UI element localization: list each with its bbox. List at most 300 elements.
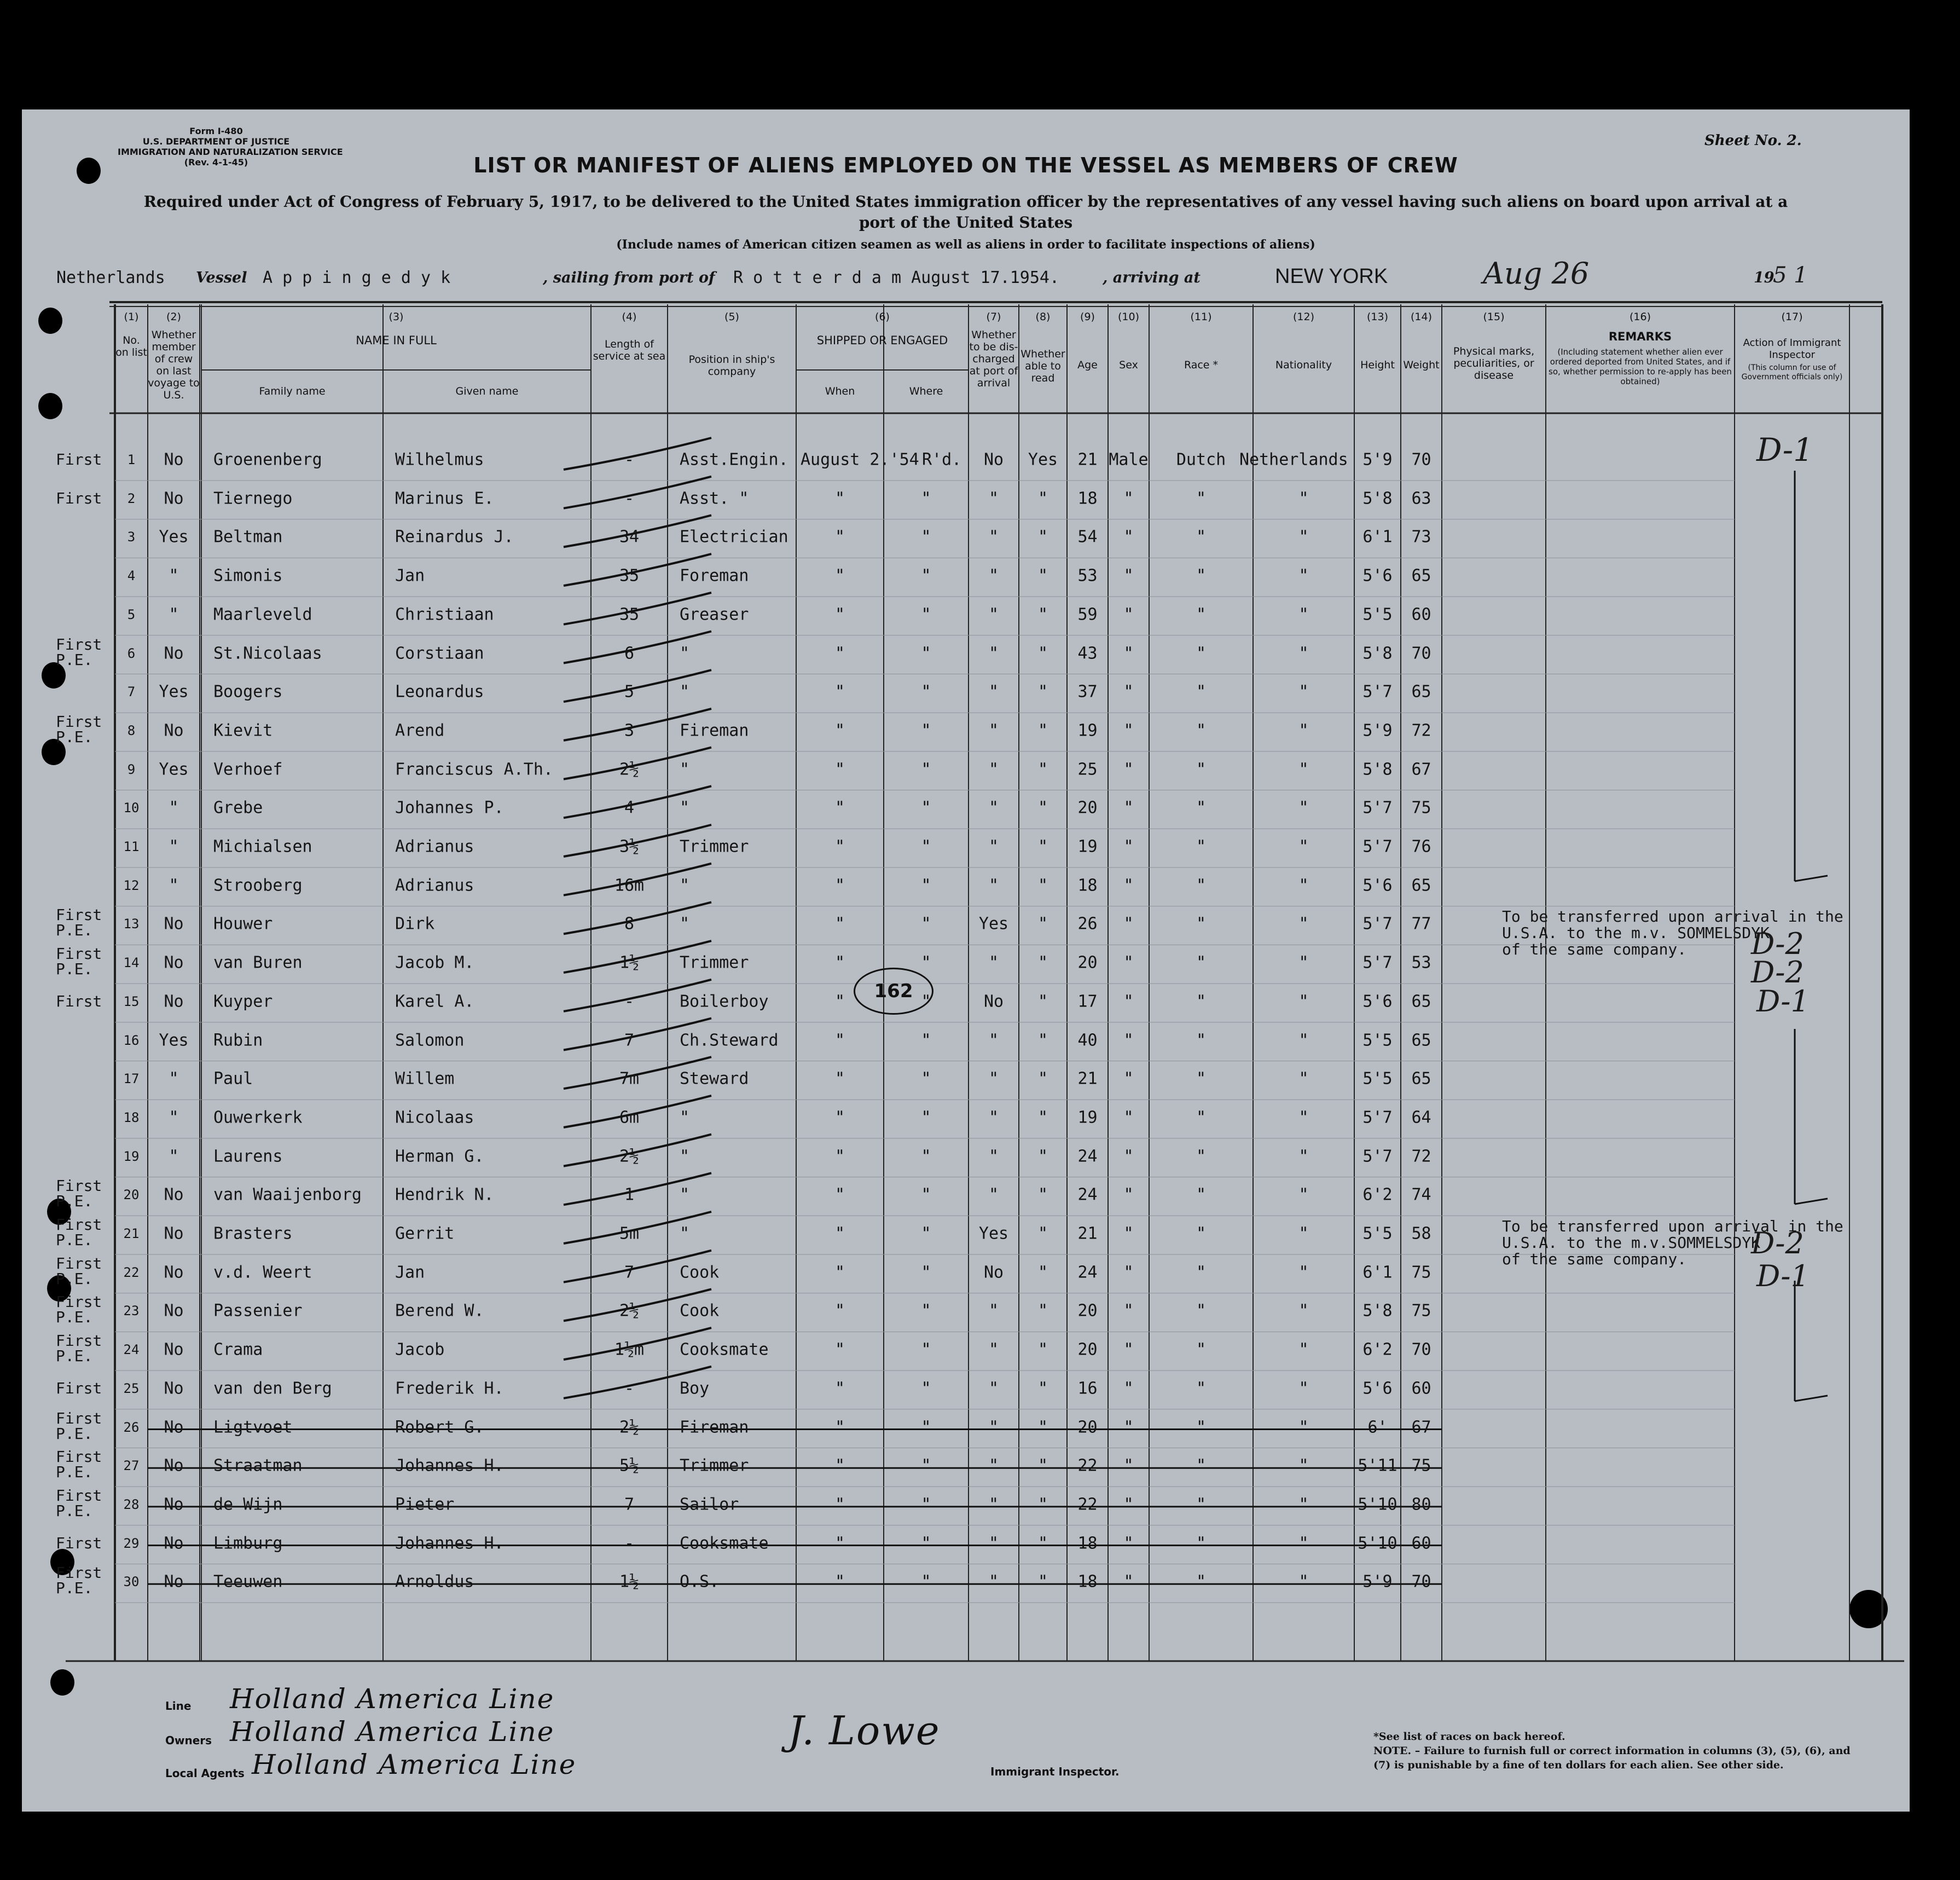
cell-height: 6'1	[1362, 527, 1393, 547]
cell-prev: No	[164, 914, 184, 934]
row-prefix: First P.E.	[56, 712, 102, 746]
cell-no: 14	[123, 955, 140, 971]
cell-service: 1½	[619, 1572, 640, 1592]
cell-nat: "	[1298, 1185, 1309, 1205]
cell-service: 5	[624, 682, 635, 702]
cell-family: Paul	[213, 1069, 253, 1089]
cell-prev: No	[164, 1224, 184, 1243]
cell-prev: No	[164, 1185, 184, 1205]
cell-service: 7	[624, 1495, 635, 1514]
arriving-label: , arriving at	[1103, 269, 1201, 286]
cell-nat: "	[1298, 1572, 1309, 1592]
footer-note-penalty: NOTE. – Failure to furnish full or correct information in columns (3), (5), (6), and (7) is punishable by a fine of ten dollars for each alien. See other side.	[1373, 1745, 1851, 1771]
cell-race: "	[1196, 566, 1207, 586]
cell-weight: 60	[1411, 1534, 1431, 1553]
cell-when: "	[834, 1340, 845, 1360]
row-prefix: First P.E.	[56, 945, 102, 979]
cell-when: "	[834, 489, 845, 508]
cell-prev: Yes	[159, 760, 189, 779]
cell-when: "	[834, 1534, 845, 1553]
cell-where: "	[921, 1456, 931, 1476]
header-c14: (14)	[1410, 311, 1432, 323]
cell-height: 5'8	[1362, 1301, 1393, 1321]
cell-service: 8	[624, 914, 635, 934]
cell-nat: "	[1298, 1534, 1309, 1553]
cell-when: "	[834, 837, 845, 857]
row-prefix: First P.E.	[56, 1564, 102, 1598]
cell-where: "	[921, 1301, 931, 1321]
footer-note-races: *See list of races on back hereof.	[1373, 1731, 1565, 1743]
form-service: IMMIGRATION AND NATURALIZATION SERVICE	[118, 147, 343, 157]
cell-height: 5'8	[1362, 489, 1393, 508]
header-c17_text: Action of Immigrant Inspector	[1743, 337, 1841, 361]
port-value: R o t t e r d a m August 17.1954.	[733, 268, 1060, 287]
cell-prev: Yes	[159, 682, 189, 702]
cell-prev: No	[164, 1572, 184, 1592]
page-subtitle: Required under Act of Congress of February 5, 1917, to be delivered to the United States immigration officer by the representatives of any vessel having such aliens on board upon arrival at a port of the United States	[143, 193, 1788, 232]
cell-where: "	[921, 1534, 931, 1553]
cell-age: 24	[1077, 1263, 1098, 1282]
arrival-date-handwritten: Aug 26	[1483, 256, 1590, 291]
cell-given: Jan	[395, 1263, 425, 1282]
cell-read: "	[1037, 1069, 1048, 1089]
cell-service: 34	[619, 527, 640, 547]
cell-disch: "	[988, 1108, 999, 1127]
cell-service: 2½	[619, 1301, 640, 1321]
cell-when: "	[834, 992, 845, 1011]
cell-position: Trimmer	[680, 837, 749, 857]
cell-age: 18	[1077, 876, 1098, 895]
cell-weight: 58	[1411, 1224, 1431, 1243]
cell-age: 16	[1077, 1379, 1098, 1398]
header-c9_text: Age	[1077, 359, 1098, 371]
cell-position: "	[680, 798, 690, 818]
cell-when: "	[834, 721, 845, 741]
sheet-number-value: 2.	[1787, 132, 1802, 149]
cell-age: 18	[1077, 1534, 1098, 1553]
cell-nat: "	[1298, 914, 1309, 934]
cell-weight: 70	[1411, 1572, 1431, 1592]
cell-age: 53	[1077, 566, 1098, 586]
cell-read: "	[1037, 644, 1048, 663]
cell-height: 6'2	[1362, 1340, 1393, 1360]
cell-nat: "	[1298, 644, 1309, 663]
cell-position: "	[680, 1108, 690, 1127]
cell-weight: 60	[1411, 1379, 1431, 1398]
cell-where: "	[921, 1572, 931, 1592]
cell-no: 30	[123, 1574, 140, 1590]
cell-when: "	[834, 1031, 845, 1050]
header-c16_text: REMARKS	[1608, 330, 1672, 343]
cell-prev: No	[164, 1418, 184, 1437]
cell-race: "	[1196, 1572, 1207, 1592]
cell-read: "	[1037, 1263, 1048, 1282]
header-c4: (4)	[622, 311, 637, 323]
cell-no: 10	[123, 800, 140, 816]
cell-weight: 72	[1411, 1147, 1431, 1166]
cell-weight: 65	[1411, 992, 1431, 1011]
cell-when: "	[834, 914, 845, 934]
cell-disch: "	[988, 953, 999, 973]
cell-sex: "	[1123, 566, 1134, 586]
cell-prev: No	[164, 1340, 184, 1360]
cell-no: 22	[123, 1264, 140, 1280]
cell-read: "	[1037, 682, 1048, 702]
header-c6_when: When	[825, 385, 855, 397]
form-revision: (Rev. 4-1-45)	[184, 157, 248, 167]
cell-where: "	[921, 1185, 931, 1205]
cell-sex: "	[1123, 1418, 1134, 1437]
cell-family: Houwer	[213, 914, 273, 934]
cell-when: "	[834, 1263, 845, 1282]
cell-age: 22	[1077, 1456, 1098, 1476]
footer-agents-signature: Holland America Line	[252, 1749, 577, 1780]
cell-read: "	[1037, 1418, 1048, 1437]
cell-given: Reinardus J.	[395, 527, 514, 547]
cell-age: 21	[1077, 1069, 1098, 1089]
cell-race: "	[1196, 1495, 1207, 1514]
cell-age: 20	[1077, 1301, 1098, 1321]
cell-position: "	[680, 876, 690, 895]
cell-where: "	[921, 644, 931, 663]
header-c16: (16)	[1629, 311, 1651, 323]
cell-height: 5'9	[1362, 721, 1393, 741]
cell-no: 24	[123, 1342, 140, 1358]
row-prefix: First P.E.	[56, 1448, 102, 1482]
cell-nat: "	[1298, 1263, 1309, 1282]
cell-no: 11	[123, 839, 140, 854]
cell-position: Cooksmate	[680, 1534, 769, 1553]
cell-service: 5m	[619, 1224, 640, 1243]
cell-prev: "	[169, 837, 179, 857]
header-c10: (10)	[1117, 311, 1139, 323]
cell-nat: "	[1298, 1379, 1309, 1398]
cell-height: 5'7	[1362, 1147, 1393, 1166]
cell-when: "	[834, 953, 845, 973]
cell-position: Ch.Steward	[680, 1031, 779, 1050]
cell-position: Steward	[680, 1069, 749, 1089]
cell-weight: 75	[1411, 798, 1431, 818]
cell-age: 20	[1077, 953, 1098, 973]
cell-disch: "	[988, 1185, 999, 1205]
cell-height: 5'10	[1358, 1495, 1397, 1514]
cell-when: "	[834, 605, 845, 624]
cell-sex: "	[1123, 953, 1134, 973]
cell-no: 16	[123, 1032, 140, 1048]
cell-position: Cook	[680, 1301, 720, 1321]
cell-height: 5'7	[1362, 914, 1393, 934]
cell-where: "	[921, 914, 931, 934]
cell-when: "	[834, 1379, 845, 1398]
cell-no: 26	[123, 1419, 140, 1435]
cell-given: Wilhelmus	[395, 450, 484, 470]
cell-race: "	[1196, 876, 1207, 895]
cell-where: "	[921, 1495, 931, 1514]
cell-read: "	[1037, 1340, 1048, 1360]
cell-nat: Netherlands	[1239, 450, 1348, 470]
cell-nat: "	[1298, 760, 1309, 779]
cell-age: 19	[1077, 721, 1098, 741]
cell-race: "	[1196, 953, 1207, 973]
cell-sex: "	[1123, 1108, 1134, 1127]
cell-height: 5'9	[1362, 1572, 1393, 1592]
cell-where: "	[921, 527, 931, 547]
cell-no: 15	[123, 993, 140, 1009]
cell-family: Passenier	[213, 1301, 303, 1321]
cell-position: "	[680, 760, 690, 779]
cell-service: -	[624, 1534, 635, 1553]
cell-age: 17	[1077, 992, 1098, 1011]
cell-race: "	[1196, 1456, 1207, 1476]
cell-sex: "	[1123, 1069, 1134, 1089]
cell-sex: "	[1123, 1185, 1134, 1205]
cell-height: 5'9	[1362, 450, 1393, 470]
cell-service: 1½m	[614, 1340, 645, 1360]
cell-disch: "	[988, 1301, 999, 1321]
cell-disch: "	[988, 1379, 999, 1398]
cell-family: Ouwerkerk	[213, 1108, 303, 1127]
cell-disch: "	[988, 721, 999, 741]
cell-sex: "	[1123, 1379, 1134, 1398]
cell-when: August 2.'54	[801, 450, 919, 470]
cell-race: "	[1196, 644, 1207, 663]
cell-position: Cook	[680, 1263, 720, 1282]
cell-sex: "	[1123, 992, 1134, 1011]
cell-no: 21	[123, 1226, 140, 1241]
cell-read: "	[1037, 1534, 1048, 1553]
cell-family: Ligtvoet	[213, 1418, 293, 1437]
cell-sex: "	[1123, 1224, 1134, 1243]
cell-no: 25	[123, 1380, 140, 1396]
cell-service: 3	[624, 721, 635, 741]
cell-when: "	[834, 527, 845, 547]
cell-height: 5'10	[1358, 1534, 1397, 1553]
header-c11_text: Race *	[1184, 359, 1219, 371]
cell-height: 5'7	[1362, 837, 1393, 857]
cell-age: 37	[1077, 682, 1098, 702]
cell-given: Jacob M.	[395, 953, 474, 973]
row-prefix: First P.E.	[56, 1409, 102, 1443]
cell-prev: No	[164, 992, 184, 1011]
cell-sex: "	[1123, 876, 1134, 895]
cell-no: 12	[123, 877, 140, 893]
cell-service: 2½	[619, 760, 640, 779]
cell-prev: Yes	[159, 1031, 189, 1050]
cell-race: "	[1196, 1185, 1207, 1205]
cell-when: "	[834, 1301, 845, 1321]
cell-nat: "	[1298, 1147, 1309, 1166]
cell-prev: No	[164, 1301, 184, 1321]
cell-race: "	[1196, 1108, 1207, 1127]
cell-service: 2½	[619, 1418, 640, 1437]
cell-weight: 73	[1411, 527, 1431, 547]
cell-race: "	[1196, 1224, 1207, 1243]
cell-family: Crama	[213, 1340, 263, 1360]
cell-height: 5'5	[1362, 1031, 1393, 1050]
cell-disch: "	[988, 1495, 999, 1514]
cell-sex: "	[1123, 1495, 1134, 1514]
cell-read: "	[1037, 837, 1048, 857]
header-c13: (13)	[1366, 311, 1388, 323]
row-prefix: First P.E.	[56, 1254, 102, 1288]
cell-position: Fireman	[680, 1418, 749, 1437]
cell-race: "	[1196, 682, 1207, 702]
cell-age: 26	[1077, 914, 1098, 934]
header-c17_note: (This column for use of Government officials only)	[1741, 363, 1843, 381]
cell-disch: "	[988, 876, 999, 895]
cell-when: "	[834, 682, 845, 702]
cell-sex: "	[1123, 721, 1134, 741]
cell-disch: "	[988, 798, 999, 818]
cell-position: Cooksmate	[680, 1340, 769, 1360]
cell-read: "	[1037, 527, 1048, 547]
cell-prev: No	[164, 1379, 184, 1398]
cell-prev: No	[164, 1263, 184, 1282]
cell-prev: "	[169, 1069, 179, 1089]
header-c13_text: Height	[1360, 359, 1395, 371]
cell-position: Greaser	[680, 605, 749, 624]
cell-disch: "	[988, 682, 999, 702]
cell-given: Arnoldus	[395, 1572, 474, 1592]
cell-height: 5'8	[1362, 760, 1393, 779]
cell-position: "	[680, 1147, 690, 1166]
cell-family: Limburg	[213, 1534, 283, 1553]
cell-age: 40	[1077, 1031, 1098, 1050]
cell-disch: "	[988, 760, 999, 779]
cell-when: "	[834, 1224, 845, 1243]
cell-service: 4	[624, 798, 635, 818]
cell-weight: 80	[1411, 1495, 1431, 1514]
cell-height: 5'6	[1362, 876, 1393, 895]
cell-disch: "	[988, 1572, 999, 1592]
cell-no: 29	[123, 1535, 140, 1551]
cell-family: Teeuwen	[213, 1572, 283, 1592]
cell-family: Tiernego	[213, 489, 293, 508]
cell-no: 9	[127, 761, 136, 777]
header-c7: (7)	[986, 311, 1001, 323]
cell-prev: "	[169, 1108, 179, 1127]
cell-when: "	[834, 1147, 845, 1166]
header-c9: (9)	[1080, 311, 1095, 323]
cell-nat: "	[1298, 1069, 1309, 1089]
cell-race: "	[1196, 837, 1207, 857]
action-bracket	[1795, 876, 1828, 881]
cell-age: 22	[1077, 1495, 1098, 1514]
cell-no: 18	[123, 1109, 140, 1125]
row-prefix: First	[56, 1534, 102, 1552]
cell-position: Sailor	[680, 1495, 739, 1514]
count-stamp: 162	[854, 968, 933, 1015]
cell-position: Asst.Engin.	[680, 450, 788, 470]
cell-age: 18	[1077, 489, 1098, 508]
cell-given: Gerrit	[395, 1224, 455, 1243]
action-bracket	[1795, 1199, 1828, 1204]
cell-weight: 65	[1411, 876, 1431, 895]
inspector-label: Immigrant Inspector.	[990, 1765, 1120, 1778]
row-prefix: First	[56, 992, 102, 1010]
cell-family: Simonis	[213, 566, 283, 586]
cell-when: "	[834, 1572, 845, 1592]
cell-disch: No	[983, 992, 1004, 1011]
cell-read: "	[1037, 1572, 1048, 1592]
header-c3: (3)	[388, 311, 404, 323]
cell-read: "	[1037, 953, 1048, 973]
cell-age: 20	[1077, 1418, 1098, 1437]
cell-disch: "	[988, 1069, 999, 1089]
remark-line: of the same company.	[1502, 940, 1687, 959]
cell-read: "	[1037, 1301, 1048, 1321]
cell-disch: "	[988, 1534, 999, 1553]
cell-where: "	[921, 1069, 931, 1089]
cell-age: 20	[1077, 798, 1098, 818]
remark-line: To be transferred upon arrival in the	[1502, 907, 1843, 926]
header-c14_text: Weight	[1403, 359, 1440, 371]
cell-sex: Male	[1109, 450, 1149, 470]
page-subnote: (Include names of American citizen seamen as well as aliens in order to facilitate inspections of aliens)	[616, 238, 1315, 252]
cell-no: 7	[127, 684, 136, 700]
cell-weight: 60	[1411, 605, 1431, 624]
cell-when: "	[834, 1069, 845, 1089]
cell-given: Herman G.	[395, 1147, 484, 1166]
cell-height: 5'7	[1362, 1108, 1393, 1127]
cell-given: Adrianus	[395, 876, 474, 895]
cell-service: 35	[619, 566, 640, 586]
cell-sex: "	[1123, 605, 1134, 624]
cell-read: "	[1037, 914, 1048, 934]
cell-height: 5'11	[1358, 1456, 1397, 1476]
cell-prev: Yes	[159, 527, 189, 547]
cell-sex: "	[1123, 1456, 1134, 1476]
cell-given: Salomon	[395, 1031, 465, 1050]
remark-line: of the same company.	[1502, 1250, 1687, 1268]
cell-given: Karel A.	[395, 992, 474, 1011]
cell-age: 18	[1077, 1572, 1098, 1592]
cell-given: Johannes H.	[395, 1456, 504, 1476]
cell-position: "	[680, 1185, 690, 1205]
cell-weight: 72	[1411, 721, 1431, 741]
cell-read: "	[1037, 721, 1048, 741]
cell-sex: "	[1123, 1340, 1134, 1360]
header-c6_text: SHIPPED OR ENGAGED	[816, 334, 948, 347]
cell-read: "	[1037, 1031, 1048, 1050]
cell-service: 1	[624, 1185, 635, 1205]
cell-where: "	[921, 992, 931, 1011]
cell-weight: 75	[1411, 1301, 1431, 1321]
cell-where: "	[921, 876, 931, 895]
row-prefix: First P.E.	[56, 1216, 102, 1249]
header-c11: (11)	[1190, 311, 1212, 323]
cell-nat: "	[1298, 1031, 1309, 1050]
header-c2_text: Whether member of crew on last voyage to U.S.	[148, 329, 200, 401]
cell-sex: "	[1123, 682, 1134, 702]
cell-disch: No	[983, 1263, 1004, 1282]
cell-race: "	[1196, 1534, 1207, 1553]
cell-weight: 70	[1411, 1340, 1431, 1360]
header-c3_given: Given name	[455, 385, 519, 397]
cell-position: Asst. "	[680, 489, 749, 508]
cell-where: "	[921, 721, 931, 741]
cell-race: "	[1196, 1147, 1207, 1166]
cell-nat: "	[1298, 682, 1309, 702]
cell-position: "	[680, 1224, 690, 1243]
cell-when: "	[834, 876, 845, 895]
cell-nat: "	[1298, 527, 1309, 547]
footer-line-label: Line	[165, 1699, 192, 1713]
cell-where: "	[921, 953, 931, 973]
cell-nat: "	[1298, 992, 1309, 1011]
page-title: LIST OR MANIFEST OF ALIENS EMPLOYED ON THE VESSEL AS MEMBERS OF CREW	[473, 153, 1458, 177]
cell-read: "	[1037, 1108, 1048, 1127]
